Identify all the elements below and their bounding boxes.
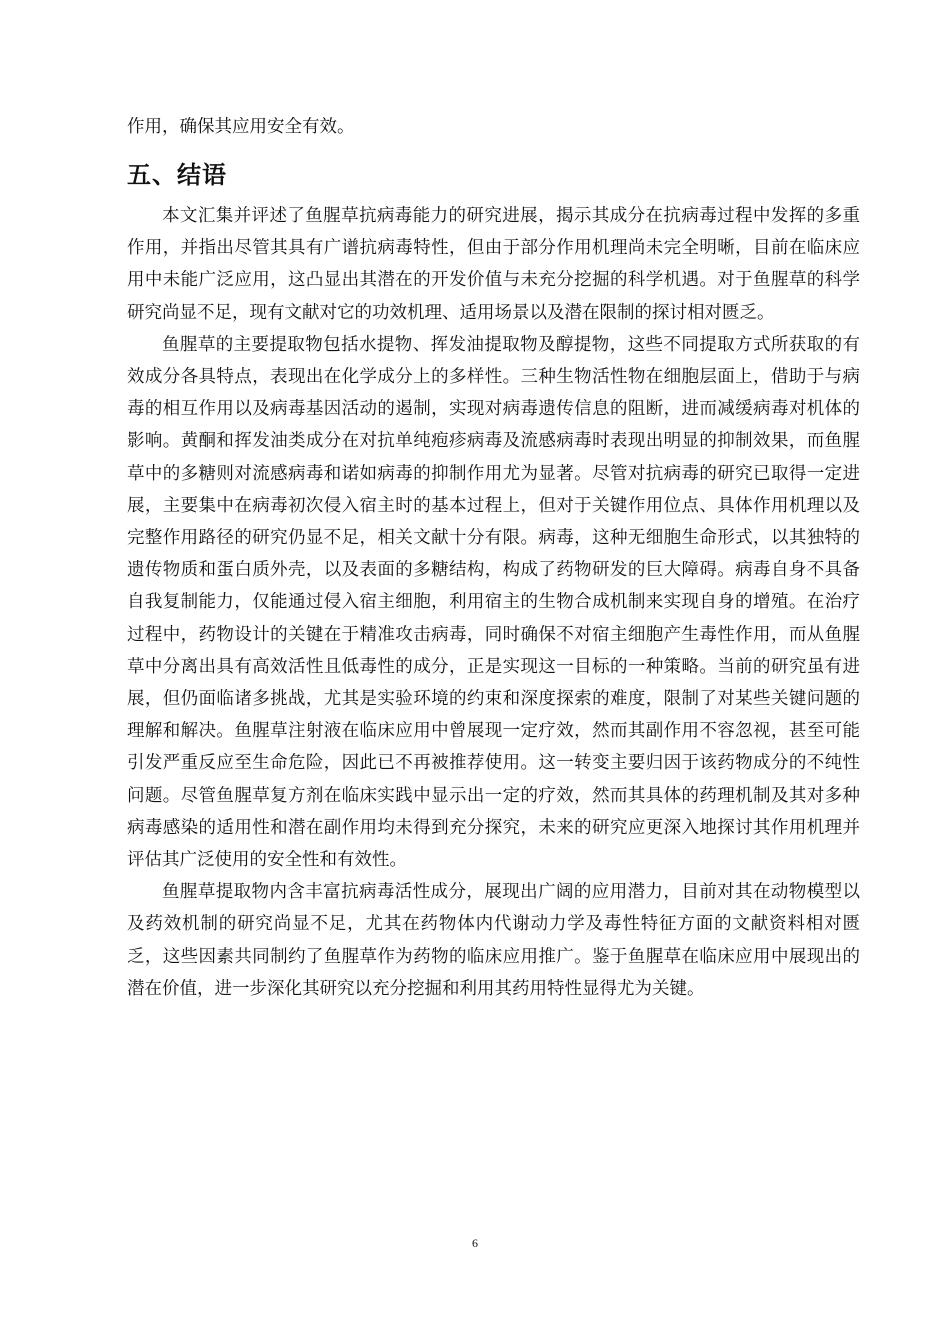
- section-heading: 五、结语: [127, 161, 227, 189]
- page-number: 6: [472, 1236, 478, 1250]
- section-body: [127, 200, 860, 1005]
- paragraph-extracts: 鱼腥草的主要提取物包括水提物、挥发油提取物及醇提物，这些不同提取方式所获取的有效成分各具特点，表现出在化学成分上的多样性。三种生物活性物在细胞层面上，借助于与病毒的相互作用以及病毒基因活动的遏制，实现对病毒遗传信息的阻断，进而减缓病毒对机体的影响。黄酮和挥发油类成分在对抗单纯疱疹病毒及流感病毒时表现出明显的抑制效果，而鱼腥草中的多糖则对流感病毒和诺如病毒的抑制作用尤为显著。尽管对抗病毒的研究已取得一定进展，主要集中在病毒初次侵入宿主时的基本过程上，但对于关键作用位点、具体作用机理以及完整作用路径的研究仍显不足，相关文献十分有限。病毒，这种无细胞生命形式，以其独特的遗传物质和蛋白质外壳，以及表面的多糖结构，构成了药物研发的巨大障碍。病毒自身不具备自我复制能力，仅能通过侵入宿主细胞，利用宿主的生物合成机制来实现自身的增殖。在治疗过程中，药物设计的关键在于精准攻击病毒，同时确保不对宿主细胞产生毒性作用，而从鱼腥草中分离出具有高效活性且低毒性的成分，正是实现这一目标的一种策略。当前的研究虽有进展，但仍面临诸多挑战，尤其是实验环境的约束和深度探索的难度，限制了对某些关键问题的理解和解决。鱼腥草注射液在临床应用中曾展现一定疗效，然而其副作用不容忽视，甚至可能引发严重反应至生命危险，因此已不再被推荐使用。这一转变主要归因于该药物成分的不纯性问题。尽管鱼腥草复方剂在临床实践中显示出一定的疗效，然而其具体的药理机制及其对多种病毒感染的适用性和潜在副作用均未得到充分探究，未来的研究应更深入地探讨其作用机理并评估其广泛使用的安全性和有效性。: [127, 334, 860, 871]
- paragraph-summary: 本文汇集并评述了鱼腥草抗病毒能力的研究进展，揭示其成分在抗病毒过程中发挥的多重作用，并指出尽管其具有广谱抗病毒特性，但由于部分作用机理尚未完全明晰，目前在临床应用中未能广泛应用，这凸显出其潜在的开发价值与未充分挖掘的科学机遇。对于鱼腥草的科学研究尚显不足，现有文献对它的功效机理、适用场景以及潜在限制的探讨相对匮乏。: [127, 206, 860, 323]
- continuation-text: 作用，确保其应用安全有效。: [127, 117, 355, 137]
- paragraph-outlook: 鱼腥草提取物内含丰富抗病毒活性成分，展现出广阔的应用潜力，目前对其在动物模型以及药效机制的研究尚显不足，尤其在药物体内代谢动力学及毒性特征方面的文献资料相对匮乏，这些因素共同制约了鱼腥草作为药物的临床应用推广。鉴于鱼腥草在临床应用中展现出的潜在价值，进一步深化其研究以充分挖掘和利用其药用特性显得尤为关键。: [127, 882, 860, 999]
